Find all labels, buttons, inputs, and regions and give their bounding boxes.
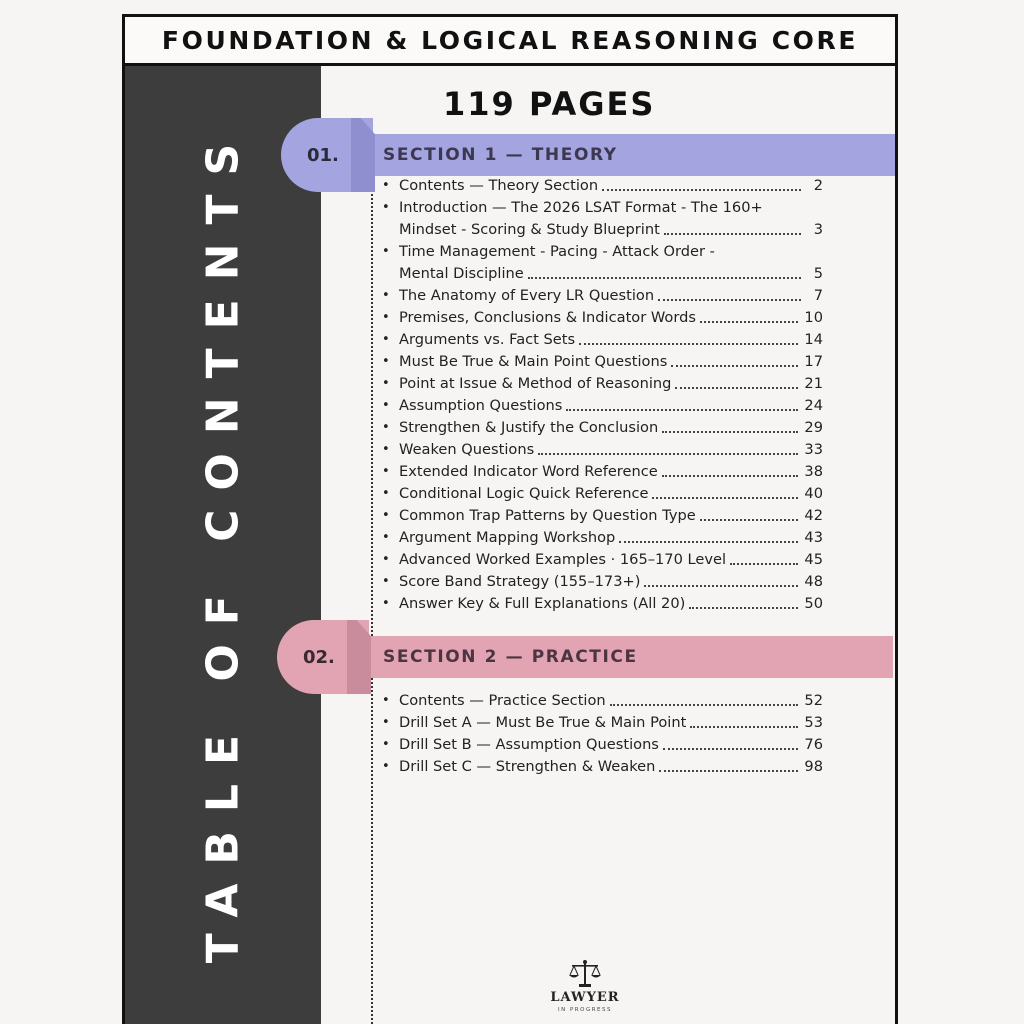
dot-leader: [566, 409, 798, 411]
toc-entry: [377, 417, 823, 439]
toc-page-number: 53: [804, 714, 823, 731]
toc-entry-text: • Introduction — The 2026 LSAT Format - The 160+: [399, 199, 763, 216]
brand-logo: [545, 959, 625, 1013]
dot-leader: [538, 453, 798, 455]
toc-entry: [377, 527, 823, 549]
dot-leader: [675, 387, 798, 389]
section-2-title: SECTION 2 — PRACTICE: [383, 647, 638, 667]
dot-leader: [659, 770, 798, 772]
page-count-heading: 119 PAGES: [443, 85, 656, 123]
vertical-title: TABLE OF CONTENTS: [197, 124, 249, 964]
toc-entry: [377, 593, 823, 615]
toc-entry: [377, 734, 823, 756]
document-page: [122, 14, 898, 1024]
toc-page-number: 43: [804, 529, 823, 546]
dot-leader: [619, 541, 798, 543]
toc-page-number: 2: [813, 177, 823, 194]
toc-entry-text: • Arguments vs. Fact Sets: [399, 331, 576, 348]
document-header: FOUNDATION & LOGICAL REASONING CORE: [125, 17, 895, 66]
toc-entry-text: • Argument Mapping Workshop: [399, 529, 616, 546]
toc-page-number: 76: [804, 736, 823, 753]
toc-entry-text: • Answer Key & Full Explanations (All 20): [399, 595, 686, 612]
toc-entry-text: Mental Discipline: [399, 265, 524, 282]
toc-page-number: 48: [804, 573, 823, 590]
toc-entry-text: • Point at Issue & Method of Reasoning: [399, 375, 672, 392]
section-1-number: 01.: [307, 144, 339, 166]
toc-entry-text: • The Anatomy of Every LR Question: [399, 287, 655, 304]
toc-entry: [377, 285, 823, 307]
dot-leader: [662, 431, 798, 433]
toc-entry-text: • Drill Set A — Must Be True & Main Point: [399, 714, 687, 731]
toc-entry-text: • Conditional Logic Quick Reference: [399, 485, 649, 502]
section-2-number: 02.: [303, 646, 335, 668]
toc-page-number: 17: [804, 353, 823, 370]
toc-entry: [377, 461, 823, 483]
section-1-banner: [371, 134, 895, 176]
dotted-divider: [371, 187, 373, 1024]
toc-entry: [377, 395, 823, 417]
toc-page-number: 45: [804, 551, 823, 568]
logo-tagline: IN PROGRESS: [558, 1007, 612, 1013]
toc-entry: [377, 351, 823, 373]
sidebar-panel: [125, 66, 321, 1024]
toc-entry: [377, 549, 823, 571]
toc-entry: [377, 505, 823, 527]
section-1-list: [377, 175, 823, 615]
dot-leader: [700, 321, 798, 323]
section-2-banner: [371, 636, 893, 678]
logo-wordmark: LAWYER: [550, 990, 620, 1005]
toc-entry-text: • Advanced Worked Examples · 165–170 Level: [399, 551, 727, 568]
dot-leader: [689, 607, 798, 609]
toc-entry-text: • Common Trap Patterns by Question Type: [399, 507, 696, 524]
toc-entry: [377, 241, 823, 285]
toc-entry-text: • Assumption Questions: [399, 397, 563, 414]
toc-page-number: 21: [804, 375, 823, 392]
toc-entry-text: • Contents — Theory Section: [399, 177, 599, 194]
toc-page-number: 7: [813, 287, 823, 304]
toc-page-number: 14: [804, 331, 823, 348]
toc-page-number: 38: [804, 463, 823, 480]
dot-leader: [528, 277, 801, 279]
toc-entry-text: • Contents — Practice Section: [399, 692, 606, 709]
dot-leader: [652, 497, 798, 499]
dot-leader: [730, 563, 798, 565]
toc-page-number: 52: [804, 692, 823, 709]
dot-leader: [663, 748, 799, 750]
toc-page-number: 42: [804, 507, 823, 524]
toc-entry: [377, 373, 823, 395]
toc-page-number: 10: [804, 309, 823, 326]
toc-page-number: 50: [804, 595, 823, 612]
toc-entry: [377, 712, 823, 734]
toc-entry: [377, 756, 823, 778]
toc-entry: [377, 483, 823, 505]
toc-page-number: 5: [813, 265, 823, 282]
toc-entry-text: • Extended Indicator Word Reference: [399, 463, 658, 480]
toc-page-number: 40: [804, 485, 823, 502]
toc-entry-text: • Drill Set C — Strengthen & Weaken: [399, 758, 656, 775]
dot-leader: [579, 343, 798, 345]
toc-entry: [377, 690, 823, 712]
toc-page-number: 29: [804, 419, 823, 436]
toc-entry: [377, 307, 823, 329]
toc-entry: [377, 439, 823, 461]
dot-leader: [658, 299, 801, 301]
toc-page-number: 3: [813, 221, 823, 238]
toc-page-number: 33: [804, 441, 823, 458]
toc-entry: [377, 175, 823, 197]
toc-entry-text: • Must Be True & Main Point Questions: [399, 353, 668, 370]
toc-page-number: 98: [804, 758, 823, 775]
toc-page-number: 24: [804, 397, 823, 414]
dot-leader: [700, 519, 799, 521]
toc-entry: [377, 329, 823, 351]
section-1-title: SECTION 1 — THEORY: [383, 145, 618, 165]
toc-entry-text: • Drill Set B — Assumption Questions: [399, 736, 659, 753]
toc-entry-text: • Strengthen & Justify the Conclusion: [399, 419, 659, 436]
section-2-list: [377, 690, 823, 778]
dot-leader: [602, 189, 801, 191]
toc-entry-text: • Weaken Questions: [399, 441, 535, 458]
toc-entry-text: • Score Band Strategy (155–173+): [399, 573, 641, 590]
dot-leader: [610, 704, 799, 706]
toc-entry: [377, 571, 823, 593]
toc-entry-text: • Time Management - Pacing - Attack Order -: [399, 243, 715, 260]
toc-entry-text: Mindset - Scoring & Study Blueprint: [399, 221, 660, 238]
dot-leader: [690, 726, 798, 728]
toc-entry: [377, 197, 823, 241]
scales-of-justice-icon: [568, 959, 602, 989]
dot-leader: [664, 233, 801, 235]
dot-leader: [662, 475, 799, 477]
toc-entry-text: • Premises, Conclusions & Indicator Words: [399, 309, 696, 326]
dot-leader: [644, 585, 798, 587]
dot-leader: [671, 365, 798, 367]
